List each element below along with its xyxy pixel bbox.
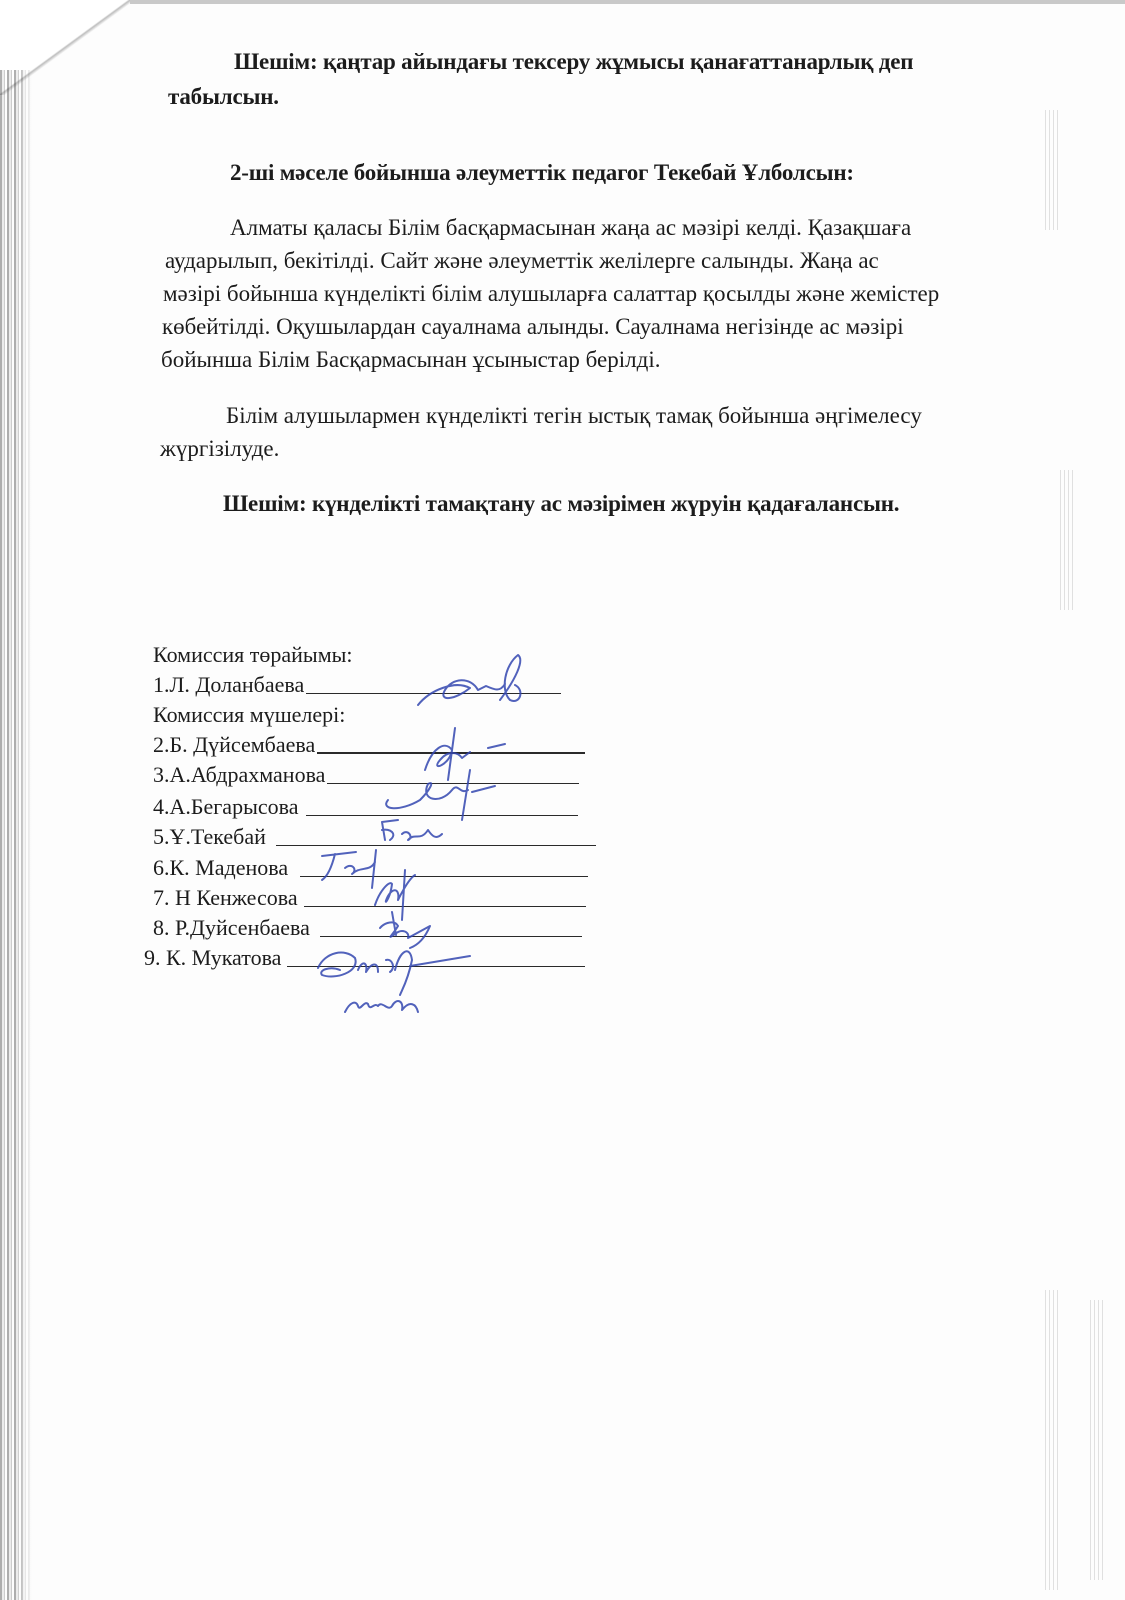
issue-2-heading: 2-ші мәселе бойынша әлеуметтік педагог Текебай Ұлболсын: (230, 160, 854, 185)
paragraph-1-line: аударылып, бекітілді. Сайт және әлеуметтік желілерге салынды. Жаңа ас (165, 248, 879, 273)
chair-heading (153, 640, 353, 670)
signatory-name: 1.Л. Доланбаева (153, 672, 305, 697)
signatory-row (153, 792, 578, 822)
signatory-row (144, 943, 585, 973)
signatory-row (153, 670, 561, 700)
signatory-name: 3.А.Абдрахманова (153, 762, 326, 787)
signatory-name: 5.Ұ.Текебай (153, 824, 266, 849)
signatory-row (153, 883, 586, 913)
decision-1-line-2: табылсын. (168, 84, 279, 109)
signatory-name: 6.К. Маденова (153, 855, 289, 880)
signature-line (320, 936, 582, 937)
decision-1-line-1: Шешім: қаңтар айындағы тексеру жұмысы қанағаттанарлық деп (234, 49, 914, 74)
signature-line (300, 876, 588, 877)
signatory-row (153, 913, 582, 943)
signatory-row (153, 760, 579, 790)
paragraph-1-line: көбейтілді. Оқушылардан сауалнама алынды. Сауалнама негізінде ас мәзірі (162, 314, 904, 339)
signatory-row (153, 730, 585, 760)
signatory-name: 9. К. Мукатова (144, 945, 282, 970)
signatory-name: 4.А.Бегарысова (153, 794, 299, 819)
signature-line (306, 693, 561, 694)
paragraph-2-line: Білім алушылармен күнделікті тегін ыстық тамақ бойынша әңгімелесу (226, 403, 922, 428)
signatory-name: 7. Н Кенжесова (153, 885, 298, 910)
paragraph-1-line: бойынша Білім Басқармасынан ұсыныстар берілді. (161, 347, 661, 372)
signature-line (327, 783, 579, 784)
signature-line (306, 815, 578, 816)
signature-mark (345, 1001, 418, 1012)
signature-line (287, 966, 585, 967)
decision-2: Шешім: күнделікті тамақтану ас мәзірімен жүруін қадағалансын. (223, 491, 900, 516)
signatory-row (153, 853, 588, 883)
signature-line (317, 752, 585, 754)
paragraph-1-line: мәзірі бойынша күнделікті білім алушыларға салаттар қосылды және жемістер (163, 281, 940, 306)
members-heading-label: Комиссия мүшелері: (153, 702, 346, 727)
paragraph-2-line: жүргізілуде. (160, 436, 280, 461)
signatory-name: 8. Р.Дуйсенбаева (153, 915, 310, 940)
signature-line (304, 906, 586, 907)
signature-line (276, 845, 596, 846)
signatory-name: 2.Б. Дүйсембаева (153, 732, 316, 757)
signatory-row (153, 822, 596, 852)
chair-heading-label: Комиссия төрайымы: (153, 642, 353, 667)
paragraph-1-line: Алматы қаласы Білім басқармасынан жаңа ас мәзірі келді. Қазақшаға (230, 215, 912, 240)
members-heading (153, 700, 345, 730)
